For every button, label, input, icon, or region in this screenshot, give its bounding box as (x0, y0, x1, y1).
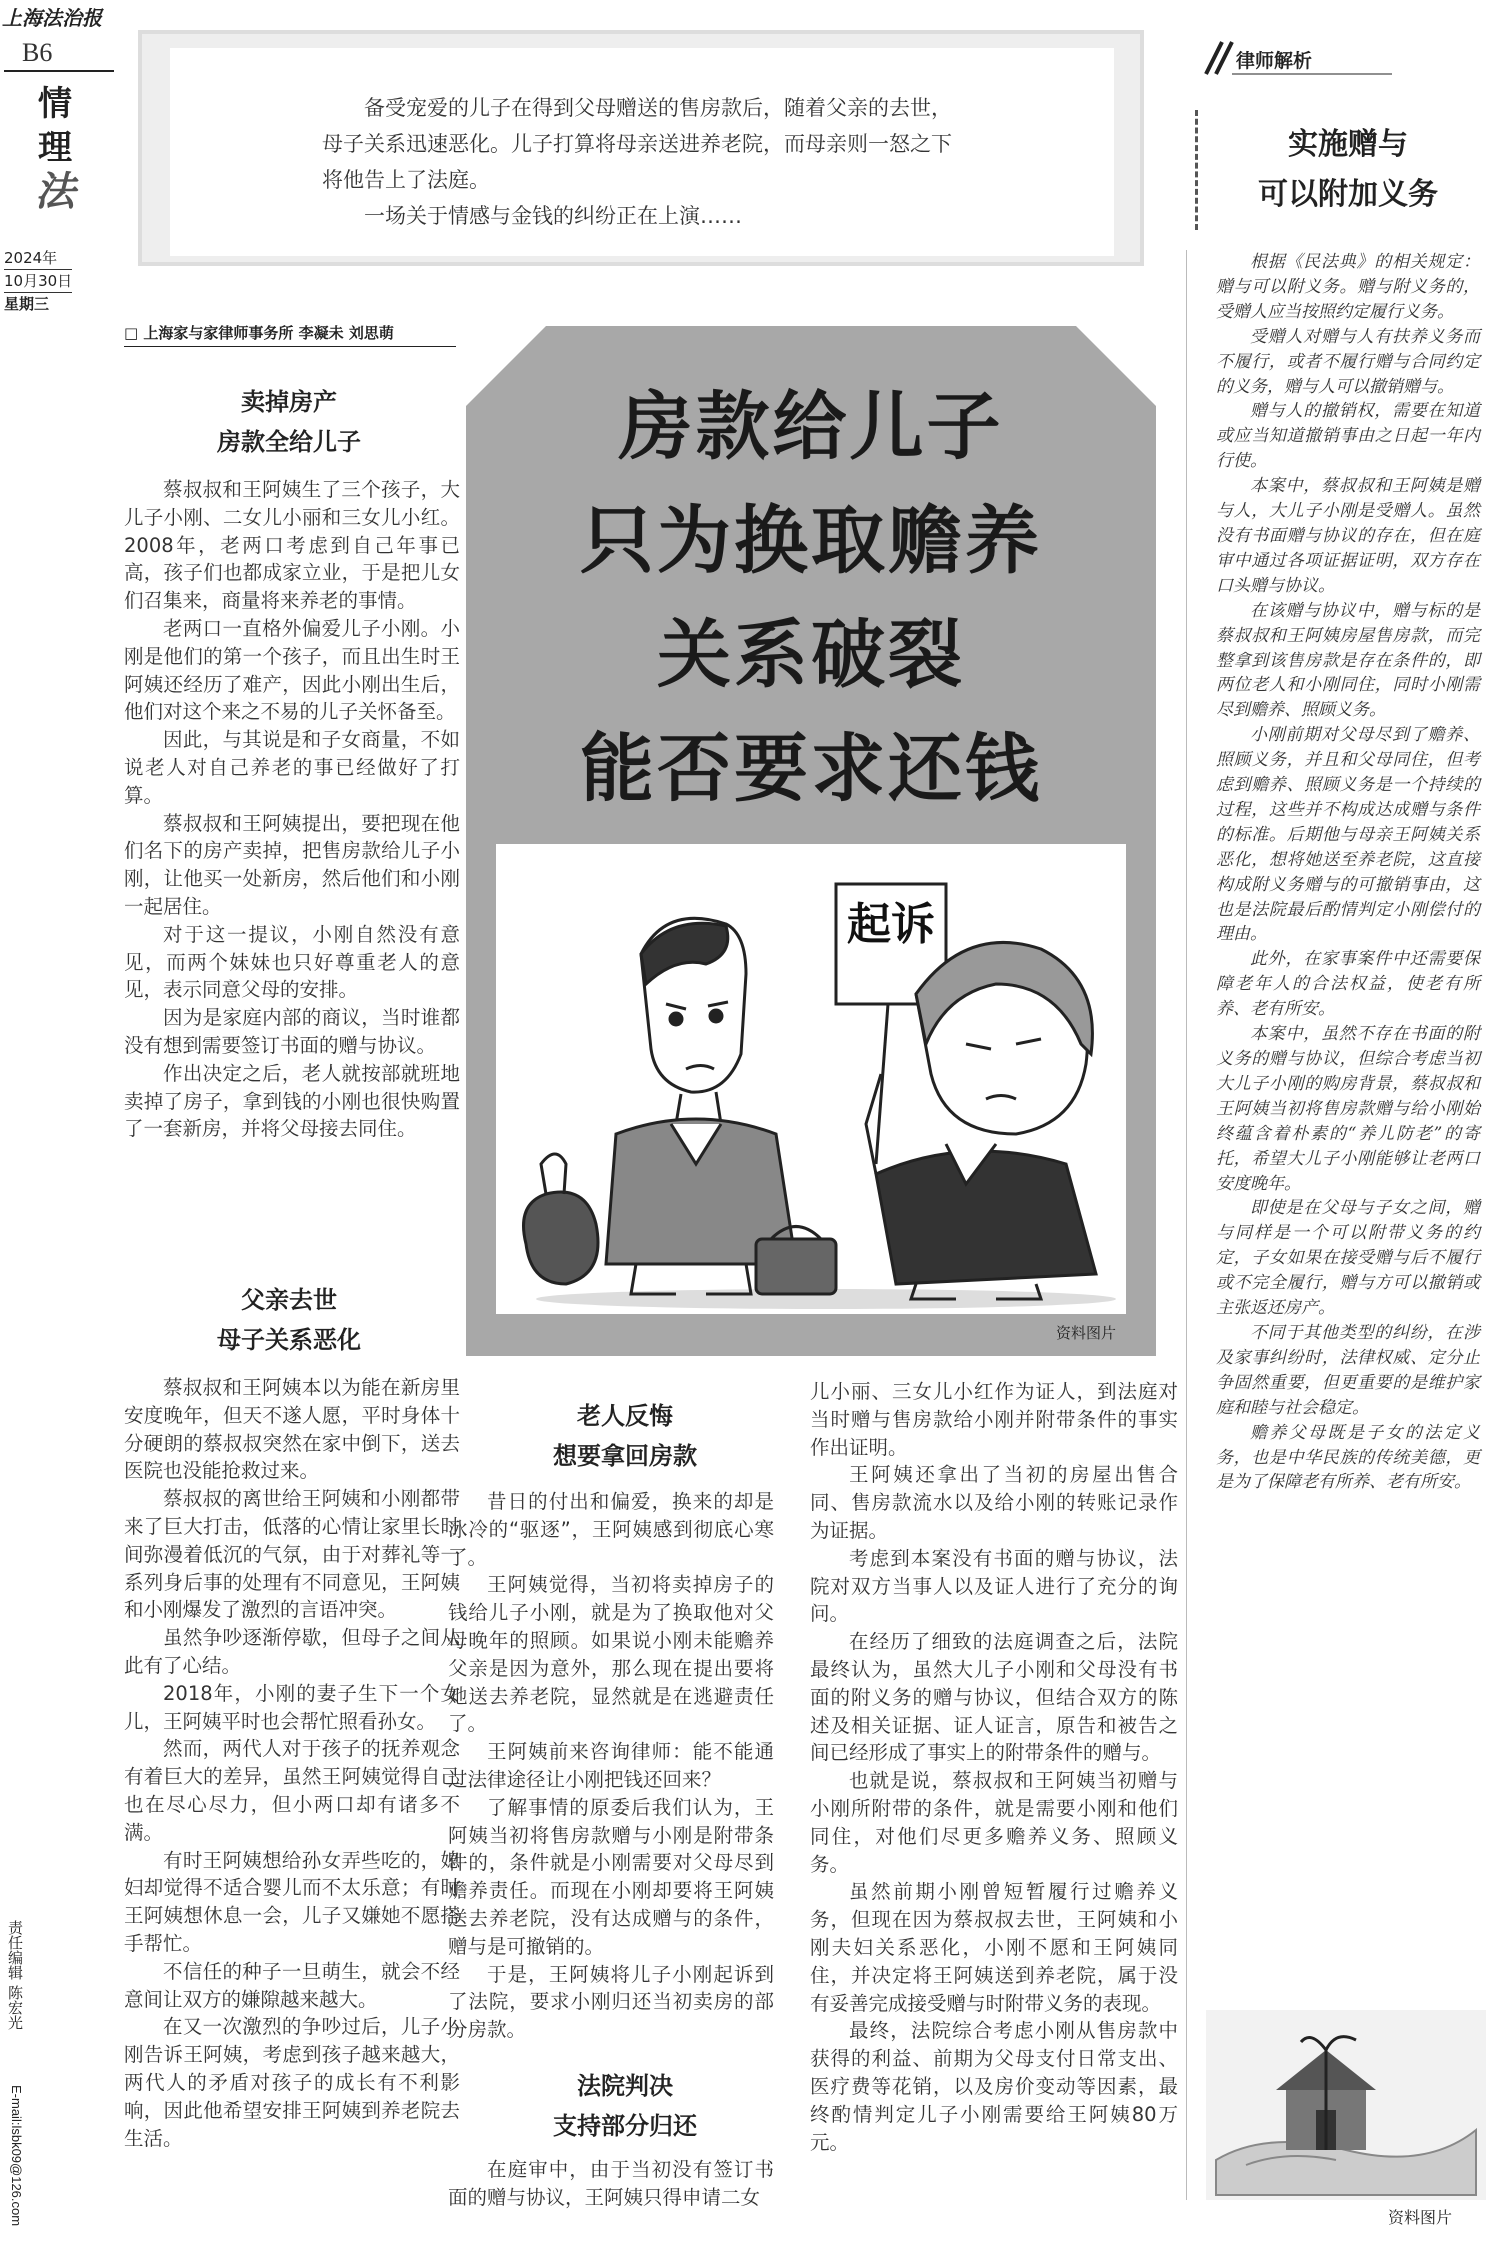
analysis-title-line-2: 可以附加义务 (1258, 177, 1438, 212)
col1-s2-para-1: 蔡叔叔和王阿姨本以为能在新房里安度晚年，但天不遂人愿，平时身体十分硬朗的蔡叔叔突然在家中倒下，送去医院也没能抢救过来。 (124, 1376, 460, 1483)
intro-para-1: 备受宠爱的儿子在得到父母赠送的售房款后，随着父亲的去世，母子关系迅速恶化。儿子打算将母亲送进养老院，而母亲则一怒之下将他告上了法庭。 (322, 96, 952, 192)
col1-s1-para-7: 作出决定之后，老人就按部就班地卖掉了房子，拿到钱的小刚也很快购置了一套新房，并将父母接去同住。 (124, 1061, 460, 1141)
hand-house-picture (1206, 2010, 1486, 2200)
headline-line-4: 能否要求还钱 (580, 726, 1042, 812)
col1-s1-para-2: 老两口一直格外偏爱儿子小刚。小刚是他们的第一个孩子，而且出生时王阿姨还经历了难产，因此小刚出生后，他们对这个来之不易的儿子关怀备至。 (124, 616, 460, 724)
col1-subhead-1-line-2: 房款全给儿子 (217, 428, 361, 456)
analysis-para-5: 在该赠与协议中，赠与标的是蔡叔叔和王阿姨房屋售房款，而完整拿到该售房款是存在条件的，即两位老人和小刚同住，同时小刚需尽到赡养、照顾义务。 (1216, 600, 1480, 721)
analysis-body (1216, 250, 1480, 1495)
col2-subhead-2-line-1: 法院判决 (577, 2072, 673, 2100)
col3-para-4: 在经历了细致的法庭调查之后，法院最终认为，虽然大儿子小刚和父母没有书面的附义务的赠与协议，但结合双方的陈述及相关证据、证人证言，原告和被告之间已经形成了事实上的附带条件的赠与。 (810, 1630, 1178, 1765)
col1-s1-para-6: 因为是家庭内部的商议，当时谁都没有想到需要签订书面的赠与协议。 (124, 1006, 460, 1057)
col3-para-3: 考虑到本案没有书面的赠与协议，法院对双方当事人以及证人进行了充分的询问。 (810, 1546, 1178, 1626)
right-column-divider (1186, 250, 1187, 2200)
section-char-3: 法 (35, 168, 75, 215)
lawyer-analysis-label: 律师解析 (1236, 50, 1313, 72)
col2-subhead-2-line-2: 支持部分归还 (553, 2112, 697, 2140)
col3-para-1: 儿小丽、三女儿小红作为证人，到法庭对当时赠与售房款给小刚并附带条件的事实作出证明。 (810, 1380, 1178, 1459)
newspaper-logo: 上海法治报 (2, 6, 102, 30)
analysis-para-3: 赠与人的撤销权，需要在知道或应当知道撤销事由之日起一年内行使。 (1216, 401, 1480, 472)
illustration-caption: 资料图片 (1056, 1324, 1117, 1342)
analysis-para-10: 不同于其他类型的纠纷，在涉及家事纠纷时，法律权威、定分止争固然重要，但更重要的是维护家庭和睦与社会稳定。 (1216, 1322, 1480, 1418)
analysis-para-4: 本案中，蔡叔叔和王阿姨是赠与人，大儿子小刚是受赠人。虽然没有书面赠与协议的存在，但在庭审中通过各项证据证明，双方存在口头赠与协议。 (1216, 476, 1480, 596)
col2-section-1-body (448, 1488, 774, 2044)
col2-s1-para-2: 王阿姨觉得，当初将卖掉房子的钱给儿子小刚，就是为了换取他对父母晚年的照顾。如果说小刚未能赡养父亲是因为意外，那么现在提出要将她送去养老院，显然就是在逃避责任了。 (448, 1573, 774, 1736)
analysis-para-8: 本案中，虽然不存在书面的附义务的赠与协议，但综合考虑当初大儿子小刚的购房背景，蔡叔叔和王阿姨当初将售房款赠与给小刚始终蕴含着朴素的“养儿防老”的寄托，希望大儿子小刚能够让老两口安度晚年。 (1216, 1024, 1480, 1194)
headline-line-1: 房款给儿子 (618, 384, 1004, 470)
date-year: 2024年 (4, 249, 58, 267)
headline-line-2: 只为换取赡养 (580, 498, 1042, 584)
analysis-para-1: 根据《民法典》的相关规定：赠与可以附义务。赠与附义务的，受赠人应当按照约定履行义务。 (1216, 252, 1480, 322)
intro-para-2: 一场关于情感与金钱的纠纷正在上演…… (364, 204, 742, 228)
col2-subhead-1-line-2: 想要拿回房款 (553, 1442, 697, 1470)
col2-s1-para-5: 于是，王阿姨将儿子小刚起诉到了法院，要求小刚归还当初卖房的部分房款。 (448, 1962, 774, 2042)
illustration (496, 844, 1126, 1314)
col2-s2-para-1: 在庭审中，由于当初没有签订书面的赠与协议，王阿姨只得申请二女 (448, 2158, 774, 2209)
intro-text (322, 90, 962, 234)
headline (466, 370, 1156, 826)
col1-subhead-1 (124, 382, 454, 462)
section-char-2: 理 (38, 128, 72, 168)
col1-s2-para-2: 蔡叔叔的离世给王阿姨和小刚都带来了巨大打击，低落的心情让家里长时间弥漫着低沉的气氛，由于对葬礼等一系列身后事的处理有不同意见，王阿姨和小刚爆发了激烈的言语冲突。 (124, 1487, 460, 1622)
headline-line-3: 关系破裂 (657, 612, 965, 698)
analysis-title-line-1: 实施赠与 (1288, 127, 1408, 162)
date-day: 10月30日 (4, 269, 72, 293)
col2-s1-para-4: 了解事情的原委后我们认为，王阿姨当初将售房款赠与小刚是附带条件的，条件就是小刚需要对父母尽到赡养责任。而现在小刚却要将王阿姨送去养老院，没有达成赠与的条件，赠与是可撤销的。 (448, 1795, 774, 1958)
lawyer-analysis-tag (1202, 40, 1392, 76)
col1-section-2-body (124, 1374, 460, 2152)
col3-para-6: 虽然前期小刚曾短暂履行过赡养义务，但现在因为蔡叔叔去世，王阿姨和小刚夫妇关系恶化，小刚不愿和王阿姨同住，并决定将王阿姨送到养老院，属于没有妥善完成接受赠与时附带义务的表现。 (810, 1880, 1178, 2015)
col1-subhead-2-line-1: 父亲去世 (241, 1286, 337, 1314)
section-name (30, 82, 80, 214)
analysis-para-9: 即使是在父母与子女之间，赠与同样是一个可以附带义务的约定，子女如果在接受赠与后不履行或不完全履行，赠与方可以撤销或主张返还房产。 (1216, 1198, 1480, 1319)
col1-s2-para-3: 虽然争吵逐渐停歇，但母子之间从此有了心结。 (124, 1626, 460, 1677)
col1-s1-para-4: 蔡叔叔和王阿姨提出，要把现在他们名下的房产卖掉，把售房款给儿子小刚，让他买一处新房，然后他们和小刚一起居住。 (124, 811, 460, 918)
masthead-rule (4, 70, 114, 72)
col2-s1-para-1: 昔日的付出和偏爱，换来的却是冰冷的“驱逐”，王阿姨感到彻底心寒了。 (448, 1490, 774, 1569)
col1-s2-para-8: 在又一次激烈的争吵过后，儿子小刚告诉王阿姨，考虑到孩子越来越大，两代人的矛盾对孩子的成长有不利影响，因此他希望安排王阿姨到养老院去生活。 (124, 2015, 460, 2150)
editor-email: E-mail:lsbk09@126.com (9, 2085, 24, 2227)
page-number: B6 (22, 38, 53, 67)
weekday: 星期三 (4, 295, 50, 313)
picture-caption: 资料图片 (1388, 2208, 1453, 2227)
col1-s1-para-1: 蔡叔叔和王阿姨生了三个孩子，大儿子小刚、二女儿小丽和三女儿小红。2008年，老两口考虑到自己年事已高，孩子们也都成家立业，于是把儿女们召集来，商量将来养老的事情。 (124, 478, 460, 613)
issue-date (4, 247, 72, 315)
byline: □ 上海家与家律师事务所 李凝未 刘思萌 (124, 324, 394, 342)
col1-s2-para-6: 有时王阿姨想给孙女弄些吃的，媳妇却觉得不适合婴儿而不太乐意；有时王阿姨想休息一会，儿子又嫌她不愿搭手帮忙。 (124, 1848, 460, 1955)
col1-s1-para-5: 对于这一提议，小刚自然没有意见，而两个妹妹也只好尊重老人的意见，表示同意父母的安排。 (124, 922, 460, 1002)
col1-s2-para-5: 然而，两代人对于孩子的抚养观念有着巨大的差异，虽然王阿姨觉得自己也在尽心尽力，但小两口却有诸多不满。 (124, 1737, 460, 1844)
col2-s1-para-3: 王阿姨前来咨询律师：能不能通过法律途径让小刚把钱还回来？ (448, 1740, 774, 1791)
section-char-1: 情 (38, 84, 72, 124)
cartoon-son-mother-icon (496, 844, 1126, 1314)
col2-subhead-1-line-1: 老人反悔 (577, 1402, 673, 1430)
byline-rule (124, 346, 456, 347)
col3-body (810, 1378, 1178, 2156)
col2-subhead-1 (466, 1396, 784, 1476)
col3-para-5: 也就是说，蔡叔叔和王阿姨当初赠与小刚所附带的条件，就是需要小刚和他们同住，对他们尽更多赡养义务、照顾义务。 (810, 1769, 1178, 1876)
col1-s2-para-4: 2018年，小刚的妻子生下一个女儿，王阿姨平时也会帮忙照看孙女。 (124, 1681, 460, 1733)
hand-holding-house-icon (1206, 2010, 1486, 2200)
col2-section-2-body (448, 2156, 774, 2212)
analysis-para-11: 赡养父母既是子女的法定义务，也是中华民族的传统美德，更是为了保障老有所养、老有所安。 (1216, 1422, 1480, 1493)
analysis-para-2: 受赠人对赠与人有扶养义务而不履行，或者不履行赠与合同约定的义务，赠与人可以撤销赠与。 (1216, 326, 1480, 397)
col1-subhead-2 (124, 1280, 454, 1360)
col3-para-7: 最终，法院综合考虑小刚从售房款中获得的利益、前期为父母支付日常支出、医疗费等花销，以及房价变动等因素，最终酌情判定儿子小刚需要给王阿姨80万元。 (810, 2019, 1178, 2154)
analysis-title (1198, 120, 1498, 220)
col1-subhead-1-line-1: 卖掉房产 (241, 388, 337, 416)
col1-s1-para-3: 因此，与其说是和子女商量，不如说老人对自己养老的事已经做好了打算。 (124, 728, 460, 807)
col3-para-2: 王阿姨还拿出了当初的房屋出售合同、售房款流水以及给小刚的转账记录作为证据。 (810, 1463, 1178, 1542)
sign-text: 起诉 (847, 899, 935, 950)
col1-s2-para-7: 不信任的种子一旦萌生，就会不经意间让双方的嫌隙越来越大。 (124, 1959, 460, 2011)
analysis-para-6: 小刚前期对父母尽到了赡养、照顾义务，并且和父母同住，但考虑到赡养、照顾义务是一个持续的过程，这些并不构成达成赠与条件的标准。后期他与母亲王阿姨关系恶化，想将她送至养老院，这直接构成附义务赠与的可撤销事由，这也是法院最后酌情判定小刚偿付的理由。 (1216, 725, 1480, 945)
analysis-para-7: 此外，在家事案件中还需要保障老年人的合法权益，使老有所养、老有所安。 (1216, 949, 1480, 1020)
col2-subhead-2 (466, 2066, 784, 2146)
col1-section-1-body (124, 476, 460, 1143)
responsible-editor: 责任编辑 陈宏光 (6, 1920, 24, 2030)
col1-subhead-2-line-2: 母子关系恶化 (217, 1326, 361, 1354)
